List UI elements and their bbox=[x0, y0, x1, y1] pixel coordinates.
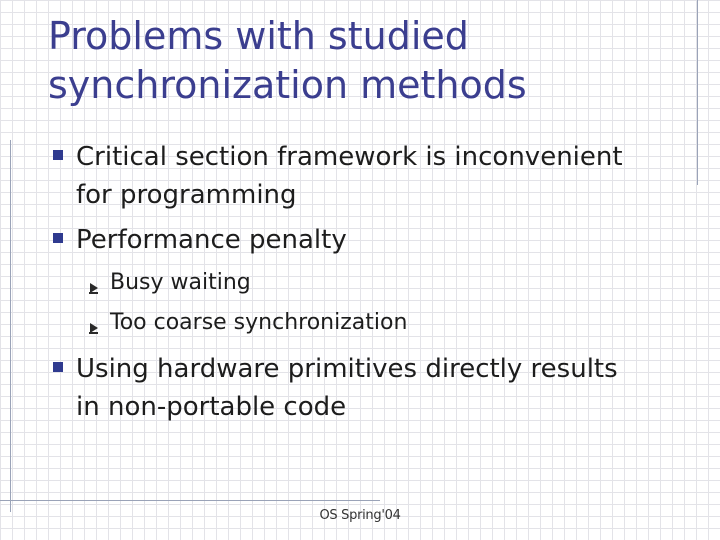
subbullet-busy-waiting: Busy waiting bbox=[110, 270, 251, 295]
left-vertical-rule bbox=[10, 140, 11, 512]
bullet-marker-3 bbox=[53, 362, 63, 372]
bullet-2: Performance penalty bbox=[76, 225, 347, 255]
bullet-marker-1 bbox=[53, 150, 63, 160]
slide-title-line-2: synchronization methods bbox=[48, 63, 527, 107]
slide-footer: OS Spring'04 bbox=[319, 508, 401, 523]
bullet-3 bbox=[76, 350, 618, 426]
slide-title-line-1: Problems with studied bbox=[48, 14, 469, 58]
subbullet-arrow-icon-1 bbox=[90, 283, 98, 293]
slide-title bbox=[48, 12, 688, 110]
subbullet-arrow-icon-2 bbox=[90, 323, 98, 333]
bullet-1 bbox=[76, 138, 623, 214]
bullet-3-line-2: in non-portable code bbox=[76, 392, 347, 422]
bullet-1-line-1: Critical section framework is inconvenient bbox=[76, 142, 623, 172]
right-vertical-rule bbox=[697, 0, 698, 185]
bottom-horizontal-rule bbox=[0, 500, 380, 501]
subbullet-too-coarse: Too coarse synchronization bbox=[110, 310, 408, 335]
bullet-marker-2 bbox=[53, 233, 63, 243]
bullet-1-line-2: for programming bbox=[76, 180, 297, 210]
bullet-3-line-1: Using hardware primitives directly results bbox=[76, 354, 618, 384]
